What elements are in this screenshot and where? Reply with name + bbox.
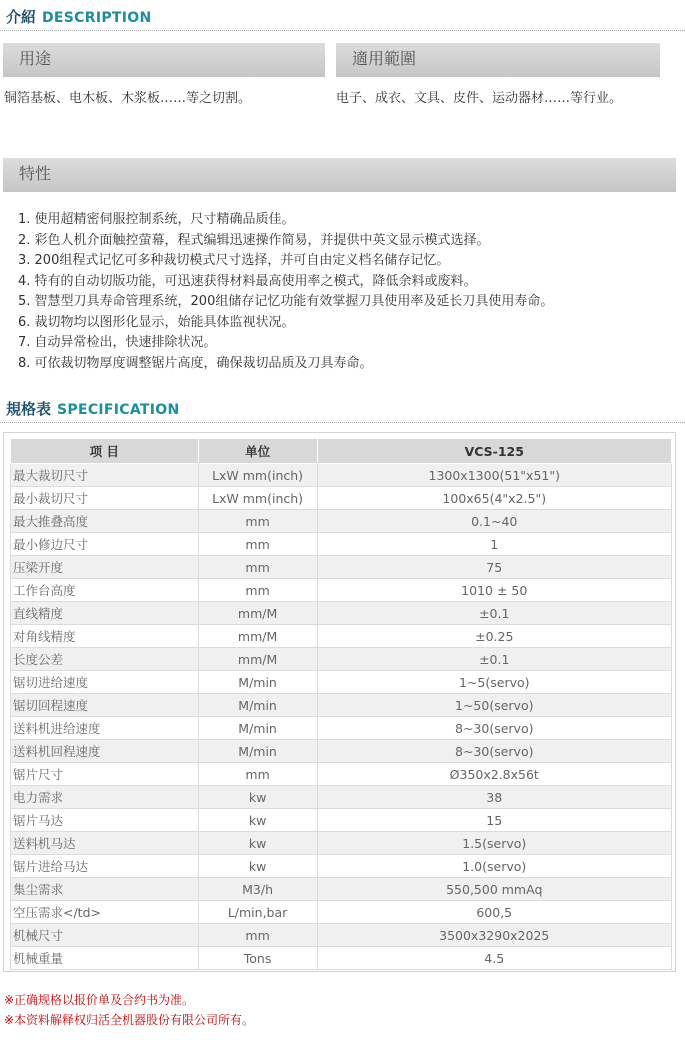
- spec-unit-cell: kw: [198, 832, 317, 855]
- spec-unit-cell: kw: [198, 809, 317, 832]
- spec-value-cell: 1.0(servo): [317, 855, 672, 878]
- spec-unit-cell: kw: [198, 786, 317, 809]
- feature-item: 7. 自动异常检出，快速排除状况。: [18, 335, 217, 350]
- spec-name-cell: 锯片尺寸: [11, 763, 199, 786]
- spec-value-cell: 38: [317, 786, 672, 809]
- spec-value-cell: 15: [317, 809, 672, 832]
- spec-value-cell: 1~5(servo): [317, 671, 672, 694]
- table-row: [11, 947, 672, 970]
- spec-value-cell: 100x65(4"x2.5"): [317, 487, 672, 510]
- spec-name-cell: 长度公差: [11, 648, 199, 671]
- spec-name-cell: 机械尺寸: [11, 924, 199, 947]
- spec-value-cell: 1.5(servo): [317, 832, 672, 855]
- feature-item: 8. 可依裁切物厚度调整锯片高度，确保裁切品质及刀具寿命。: [18, 355, 373, 371]
- spec-name-cell: 最大裁切尺寸: [11, 464, 199, 487]
- table-row: [11, 625, 672, 648]
- spec-value-cell: 0.1~40: [317, 510, 672, 533]
- spec-unit-cell: mm: [198, 763, 317, 786]
- spec-value-cell: 75: [317, 556, 672, 579]
- table-row: [11, 740, 672, 763]
- spec-value-cell: Ø350x2.8x56t: [317, 763, 672, 786]
- feature-item: 6. 裁切物均以图形化显示，始能具体监视状况。: [18, 314, 295, 330]
- spec-unit-cell: M3/h: [198, 878, 317, 901]
- table-row: [11, 464, 672, 487]
- spec-unit-cell: mm: [198, 556, 317, 579]
- spec-name-cell: 锯片进给马达: [11, 855, 199, 878]
- spec-unit-cell: mm: [198, 924, 317, 947]
- spec-divider: [0, 422, 685, 423]
- table-row: [11, 648, 672, 671]
- spec-name-cell: 工作台高度: [11, 579, 199, 602]
- spec-name-cell: 集尘需求: [11, 878, 199, 901]
- features-bar: [3, 158, 676, 192]
- feature-item: 3. 200组程式记忆可多种裁切模式尺寸选择，并可自由定义档名储存记忆。: [18, 253, 450, 268]
- spec-name-cell: 送料机进给速度: [11, 717, 199, 740]
- spec-unit-cell: LxW mm(inch): [198, 464, 317, 487]
- spec-unit-cell: mm/M: [198, 648, 317, 671]
- table-row: [11, 924, 672, 947]
- spec-unit-cell: M/min: [198, 717, 317, 740]
- spec-value-cell: 8~30(servo): [317, 740, 672, 763]
- spec-table: [10, 438, 672, 970]
- table-row: [11, 763, 672, 786]
- spec-value-cell: 550,500 mmAq: [317, 878, 672, 901]
- spec-name-cell: 机械重量: [11, 947, 199, 970]
- spec-value-cell: 1~50(servo): [317, 694, 672, 717]
- spec-value-cell: 1300x1300(51"x51"): [317, 464, 672, 487]
- scope-label: 適用範圍: [352, 49, 417, 68]
- spec-name-cell: 最小修边尺寸: [11, 533, 199, 556]
- footnote-spec: ※正确规格以报价单及合约书为准。: [4, 993, 195, 1007]
- spec-unit-cell: M/min: [198, 740, 317, 763]
- table-row: [11, 694, 672, 717]
- description-divider: [0, 30, 685, 31]
- feature-item: 5. 智慧型刀具寿命管理系统，200组储存记忆功能有效掌握刀具使用率及延长刀具使用寿命。: [18, 294, 554, 309]
- usage-label: 用途: [19, 49, 52, 68]
- spec-value-cell: ±0.1: [317, 602, 672, 625]
- spec-value-cell: 1010 ± 50: [317, 579, 672, 602]
- spec-unit-cell: LxW mm(inch): [198, 487, 317, 510]
- usage-text: 铜箔基板、电木板、木浆板……等之切割。: [4, 91, 252, 106]
- footnote-copyright: ※本资料解释权归活全机器股份有限公司所有。: [4, 1013, 255, 1027]
- spec-unit-cell: M/min: [198, 694, 317, 717]
- spec-unit-cell: M/min: [198, 671, 317, 694]
- header-unit: 单位: [198, 439, 317, 464]
- footnotes: [4, 990, 254, 1030]
- spec-table-frame: [3, 432, 676, 972]
- spec-name-cell: 送料机回程速度: [11, 740, 199, 763]
- table-row: [11, 533, 672, 556]
- description-heading-en: DESCRIPTION: [42, 10, 152, 26]
- spec-value-cell: ±0.1: [317, 648, 672, 671]
- spec-unit-cell: mm/M: [198, 625, 317, 648]
- spec-value-cell: 1: [317, 533, 672, 556]
- spec-value-cell: 600,5: [317, 901, 672, 924]
- spec-heading-zh: 規格表: [6, 400, 52, 418]
- table-row: [11, 832, 672, 855]
- spec-name-cell: 最小裁切尺寸: [11, 487, 199, 510]
- spec-value-cell: 8~30(servo): [317, 717, 672, 740]
- table-row: [11, 878, 672, 901]
- spec-name-cell: 直线精度: [11, 602, 199, 625]
- spec-name-cell: 锯切进给速度: [11, 671, 199, 694]
- description-heading-zh: 介紹: [6, 8, 37, 26]
- features-list: [18, 210, 553, 374]
- usage-bar: [3, 43, 325, 77]
- features-label: 特性: [19, 164, 52, 183]
- spec-header-row: [11, 439, 672, 464]
- table-row: [11, 602, 672, 625]
- spec-name-cell: 电力需求: [11, 786, 199, 809]
- table-row: [11, 671, 672, 694]
- spec-heading: [6, 398, 179, 420]
- spec-value-cell: 3500x3290x2025: [317, 924, 672, 947]
- spec-table-body: [11, 464, 672, 970]
- table-row: [11, 487, 672, 510]
- spec-name-cell: 送料机马达: [11, 832, 199, 855]
- table-row: [11, 579, 672, 602]
- table-row: [11, 556, 672, 579]
- scope-text: 电子、成衣、文具、皮件、运动器材……等行业。: [336, 91, 623, 106]
- header-model: VCS-125: [317, 439, 672, 464]
- table-row: [11, 786, 672, 809]
- table-row: [11, 855, 672, 878]
- feature-item: 1. 使用超精密伺服控制系统，尺寸精确品质佳。: [18, 212, 295, 227]
- spec-unit-cell: kw: [198, 855, 317, 878]
- spec-name-cell: 锯切回程速度: [11, 694, 199, 717]
- spec-name-cell: 对角线精度: [11, 625, 199, 648]
- description-heading: [6, 6, 152, 28]
- table-row: [11, 901, 672, 924]
- spec-unit-cell: Tons: [198, 947, 317, 970]
- header-item: 项 目: [11, 439, 199, 464]
- spec-name-cell: 压梁开度: [11, 556, 199, 579]
- spec-unit-cell: mm/M: [198, 602, 317, 625]
- feature-item: 4. 特有的自动切版功能，可迅速获得材料最高使用率之模式，降低余料或废料。: [18, 273, 477, 289]
- feature-item: 2. 彩色人机介面触控萤幕，程式编辑迅速操作简易，并提供中英文显示模式选择。: [18, 232, 490, 248]
- spec-name-cell: 锯片马达: [11, 809, 199, 832]
- spec-heading-en: SPECIFICATION: [57, 402, 180, 418]
- spec-name-cell: 最大推叠高度: [11, 510, 199, 533]
- table-row: [11, 809, 672, 832]
- spec-value-cell: 4.5: [317, 947, 672, 970]
- spec-unit-cell: L/min,bar: [198, 901, 317, 924]
- table-row: [11, 717, 672, 740]
- spec-unit-cell: mm: [198, 579, 317, 602]
- spec-value-cell: ±0.25: [317, 625, 672, 648]
- scope-bar: [336, 43, 660, 77]
- table-row: [11, 510, 672, 533]
- spec-name-cell: 空压需求</td>: [11, 901, 199, 924]
- spec-unit-cell: mm: [198, 533, 317, 556]
- spec-unit-cell: mm: [198, 510, 317, 533]
